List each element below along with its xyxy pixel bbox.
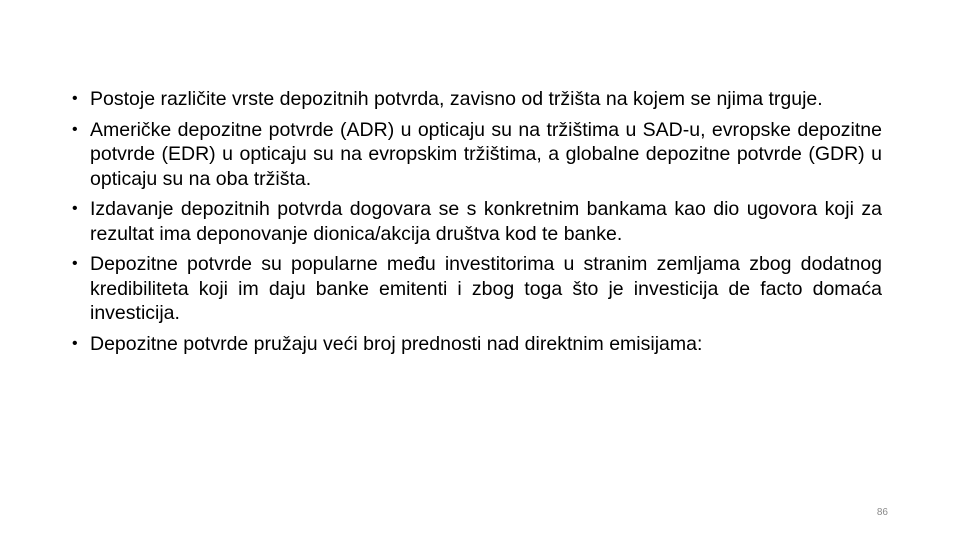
list-item [72, 197, 882, 246]
bullet-icon: • [72, 120, 78, 138]
bullet-icon: • [72, 200, 78, 217]
list-item [72, 87, 882, 112]
bullet-text: Izdavanje depozitnih potvrda dogovara se s konkretnim bankama kao dio ugovora koji za rezultat ima deponovanje dionica/akcija društva kod te banke. [90, 198, 882, 245]
bullet-text: Depozitne potvrde pružaju veći broj prednosti nad direktnim emisijama: [90, 332, 703, 355]
page-number: 86 [876, 507, 888, 518]
list-item [72, 332, 882, 357]
bullet-list [72, 87, 882, 356]
bullet-text: Postoje različite vrste depozitnih potvrda, zavisno od tržišta na kojem se njima trguje. [90, 88, 823, 110]
bullet-icon: • [72, 334, 78, 352]
list-item [72, 118, 882, 192]
bullet-text: Depozitne potvrde su popularne među investitorima u stranim zemljama zbog dodatnog kredibiliteta koji im daju banke emitenti i zbog toga što je investicija de facto domaća investicija. [90, 253, 882, 324]
bullet-icon: • [72, 255, 78, 272]
bullet-text: Američke depozitne potvrde (ADR) u opticaju su na tržištima u SAD-u, evropske depozitne potvrde (EDR) u opticaju su na evropskim tržištima, a globalne depozitne potvrde (GDR) u opticaju su na oba tržišta. [90, 118, 882, 190]
bullet-icon: • [72, 90, 78, 107]
list-item [72, 252, 882, 326]
